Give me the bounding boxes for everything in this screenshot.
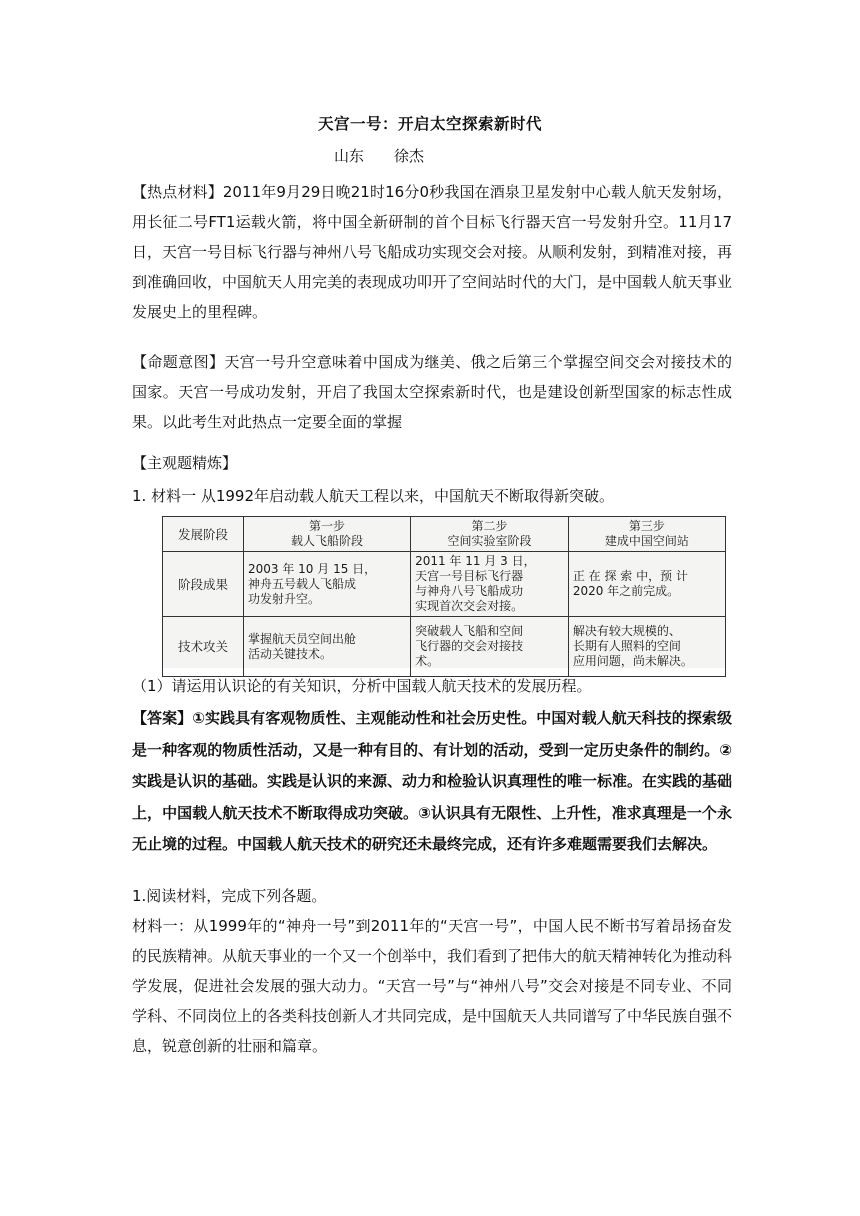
table-cell [411,617,569,677]
cell-line: 2020 年之前完成。 [572,584,680,598]
cell-line: 2011 年 11 月 3 日， [415,554,536,568]
cell-line: 天宫一号目标飞行器 [415,569,524,583]
cell-line: 应用问题，尚未解决。 [572,654,693,668]
table-cell [568,552,725,617]
row-header-result: 阶段成果 [163,552,244,617]
question-1-intro: 1. 材料一 从1992年启动载人航天工程以来，中国航天不断取得新突破。 [132,487,615,505]
cell-line: 活动关键技术。 [248,646,333,661]
column-step: 第三步 [628,519,665,533]
answer-text: ①实践具有客观物质性、主观能动性和社会历史性。中国对载人航天科技的探索级是一种客观的物质性活动，又是一种有目的、有计划的活动，受到一定历史条件的制约。②实践是认识的基础。实践是认识的来源、动力和检验认识真理性的唯一标准。在实践的基础上，中国载人航天技术不断取得成功突破。③认识具有无限性、上升性，准求真理是一个永无止境的过程。中国载人航天技术的研究还未最终完成，还有许多难题需要我们去解决。 [132,709,733,853]
column-phase: 建成中国空间站 [604,534,689,548]
table-cell [244,617,411,677]
author-region: 山东 [334,147,365,165]
column-header [411,517,569,552]
table-cell [568,617,725,677]
row-header-stage: 发展阶段 [163,517,244,552]
question-2-intro: 1.阅读材料，完成下列各题。 [132,887,327,905]
table-cell [244,552,411,617]
column-header [568,517,725,552]
answer-paragraph [132,703,732,861]
table-row [163,552,726,617]
cell-line: 突破载人飞船和空间 [415,624,524,638]
section-heading: 【主观题精炼】 [132,454,238,472]
author-line [334,145,424,166]
cell-line: 术。 [415,654,440,668]
answer-tag: 【答案】 [132,709,193,727]
hot-material-tag: 【热点材料】 [132,183,223,201]
cell-line: 功发射升空。 [248,591,321,606]
hot-material-paragraph [132,177,732,327]
table-cell [411,552,569,617]
hot-material-text: 2011年9月29日晚21时16分0秒我国在酒泉卫星发射中心载人航天发射场，用长征二号FT1运载火箭，将中国全新研制的首个目标飞行器天宫一号发射升空。11月17日，天宫一号目标飞行器与神州八号飞船成功实现交会对接。从顺利发射，到精准对接，再到准确回收，中国航天人用完美的表现成功叩开了空间站时代的大门，是中国载人航天事业发展史上的里程碑。 [132,183,733,321]
cell-line: 与神舟八号飞船成功 [415,584,524,598]
table-row [163,617,726,677]
stage-table-image [162,516,726,668]
article-title: 天宫一号：开启太空探索新时代 [317,115,542,133]
row-header-tech: 技术攻关 [163,617,244,677]
cell-line: 正 在 探 索 中，预 计 [572,569,688,583]
column-header [244,517,411,552]
column-step: 第二步 [471,519,508,533]
column-phase: 空间实验室阶段 [447,534,532,548]
intent-paragraph [132,347,732,437]
cell-line: 神舟五号载人飞船成 [248,576,357,591]
column-step: 第一步 [309,519,346,533]
column-phase: 载人飞船阶段 [291,534,364,548]
question-2-material: 材料一：从1999年的“神舟一号”到2011年的“天宫一号”，中国人民不断书写着昂扬奋发的民族精神。从航天事业的一个又一个创举中，我们看到了把伟大的航天精神转化为推动科学发展，促进社会发展的强大动力。“天宫一号”与“神州八号”交会对接是不同专业、不同学科、不同岗位上的各类科技创新人才共同完成，是中国航天人共同谱写了中华民族自强不息，锐意创新的壮丽和篇章。 [132,917,733,1055]
cell-line: 长期有人照料的空间 [572,639,681,653]
cell-line: 解决有较大规模的、 [572,624,681,638]
intent-text: 天宫一号升空意味着中国成为继美、俄之后第三个掌握空间交会对接技术的国家。天宫一号成功发射，开启了我国太空探索新时代，也是建设创新型国家的标志性成果。以此考生对此热点一定要全面的掌握 [132,353,732,431]
table-row [163,517,726,552]
cell-line: 飞行器的交会对接技 [415,639,524,653]
intent-tag: 【命题意图】 [132,353,225,371]
question-1-sub: （1）请运用认识论的有关知识，分析中国载人航天技术的发展历程。 [132,677,592,695]
stage-table [162,516,726,677]
author-name: 徐杰 [394,147,425,165]
cell-line: 实现首次交会对接。 [415,599,524,613]
cell-line: 掌握航天员空间出舱 [248,631,357,646]
cell-line: 2003 年 10 月 15 日， [248,561,377,576]
